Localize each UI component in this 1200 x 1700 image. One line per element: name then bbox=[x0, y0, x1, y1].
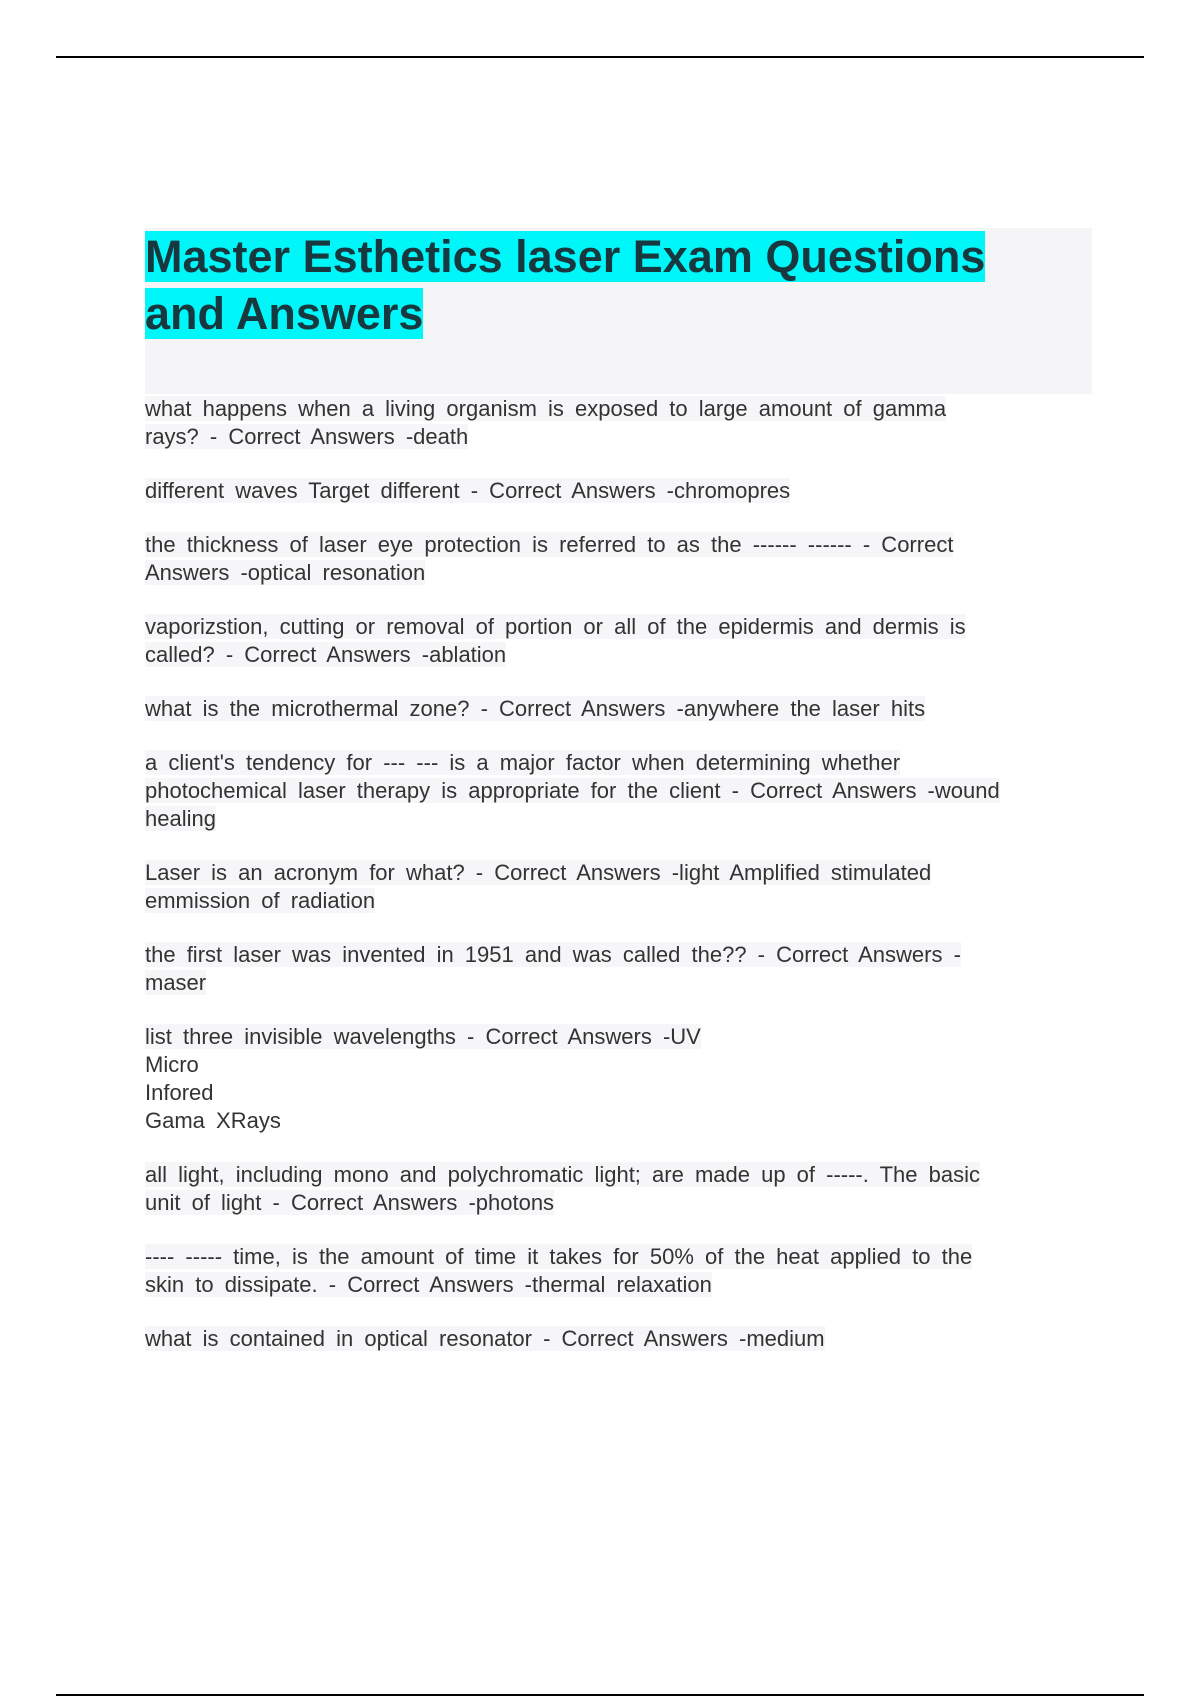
qa-text: the thickness of laser eye protection is referred to as the ------ ------ - Correct Answers -optical resonation bbox=[145, 532, 954, 585]
title-block bbox=[145, 228, 1092, 394]
qa-text: ---- ----- time, is the amount of time it takes for 50% of the heat applied to the skin to dissipate. - Correct Answers -thermal relaxation bbox=[145, 1244, 973, 1297]
qa-item bbox=[145, 477, 1095, 505]
qa-text: list three invisible wavelengths - Correct Answers -UV bbox=[145, 1024, 701, 1049]
qa-item bbox=[145, 531, 1095, 587]
qa-text: a client's tendency for --- --- is a major factor when determining whether photochemical laser therapy is appropriate for the client - Correct Answers -wound healing bbox=[145, 750, 1000, 831]
qa-item bbox=[145, 749, 1095, 833]
qa-item bbox=[145, 395, 1095, 451]
list-line-micro: Micro bbox=[145, 1052, 199, 1077]
qa-item-wavelengths bbox=[145, 1023, 1095, 1135]
bottom-rule bbox=[56, 1694, 1144, 1696]
qa-item bbox=[145, 1161, 1095, 1217]
qa-text: vaporizstion, cutting or removal of portion or all of the epidermis and dermis is called? - Correct Answers -ablation bbox=[145, 614, 966, 667]
qa-item bbox=[145, 695, 1095, 723]
qa-item bbox=[145, 941, 1095, 997]
qa-text: what is the microthermal zone? - Correct Answers -anywhere the laser hits bbox=[145, 696, 926, 721]
qa-item bbox=[145, 1325, 1095, 1353]
qa-text: all light, including mono and polychromatic light; are made up of -----. The basic unit of light - Correct Answers -photons bbox=[145, 1162, 980, 1215]
list-line-gama-xrays: Gama XRays bbox=[145, 1108, 281, 1133]
qa-text: what is contained in optical resonator - Correct Answers -medium bbox=[145, 1326, 825, 1351]
list-line-infored: Infored bbox=[145, 1080, 214, 1105]
qa-text: what happens when a living organism is exposed to large amount of gamma rays? - Correct Answers -death bbox=[145, 396, 947, 449]
qa-item bbox=[145, 1243, 1095, 1299]
document-title bbox=[145, 228, 1065, 342]
qa-item bbox=[145, 613, 1095, 669]
document-title-text: Master Esthetics laser Exam Questions and Answers bbox=[145, 231, 986, 339]
qa-list bbox=[145, 395, 1095, 1379]
qa-text: different waves Target different - Correct Answers -chromopres bbox=[145, 478, 791, 503]
qa-text: Laser is an acronym for what? - Correct Answers -light Amplified stimulated emmission of radiation bbox=[145, 860, 932, 913]
qa-text: the first laser was invented in 1951 and was called the?? - Correct Answers - maser bbox=[145, 942, 961, 995]
qa-item bbox=[145, 859, 1095, 915]
top-rule bbox=[56, 56, 1144, 58]
